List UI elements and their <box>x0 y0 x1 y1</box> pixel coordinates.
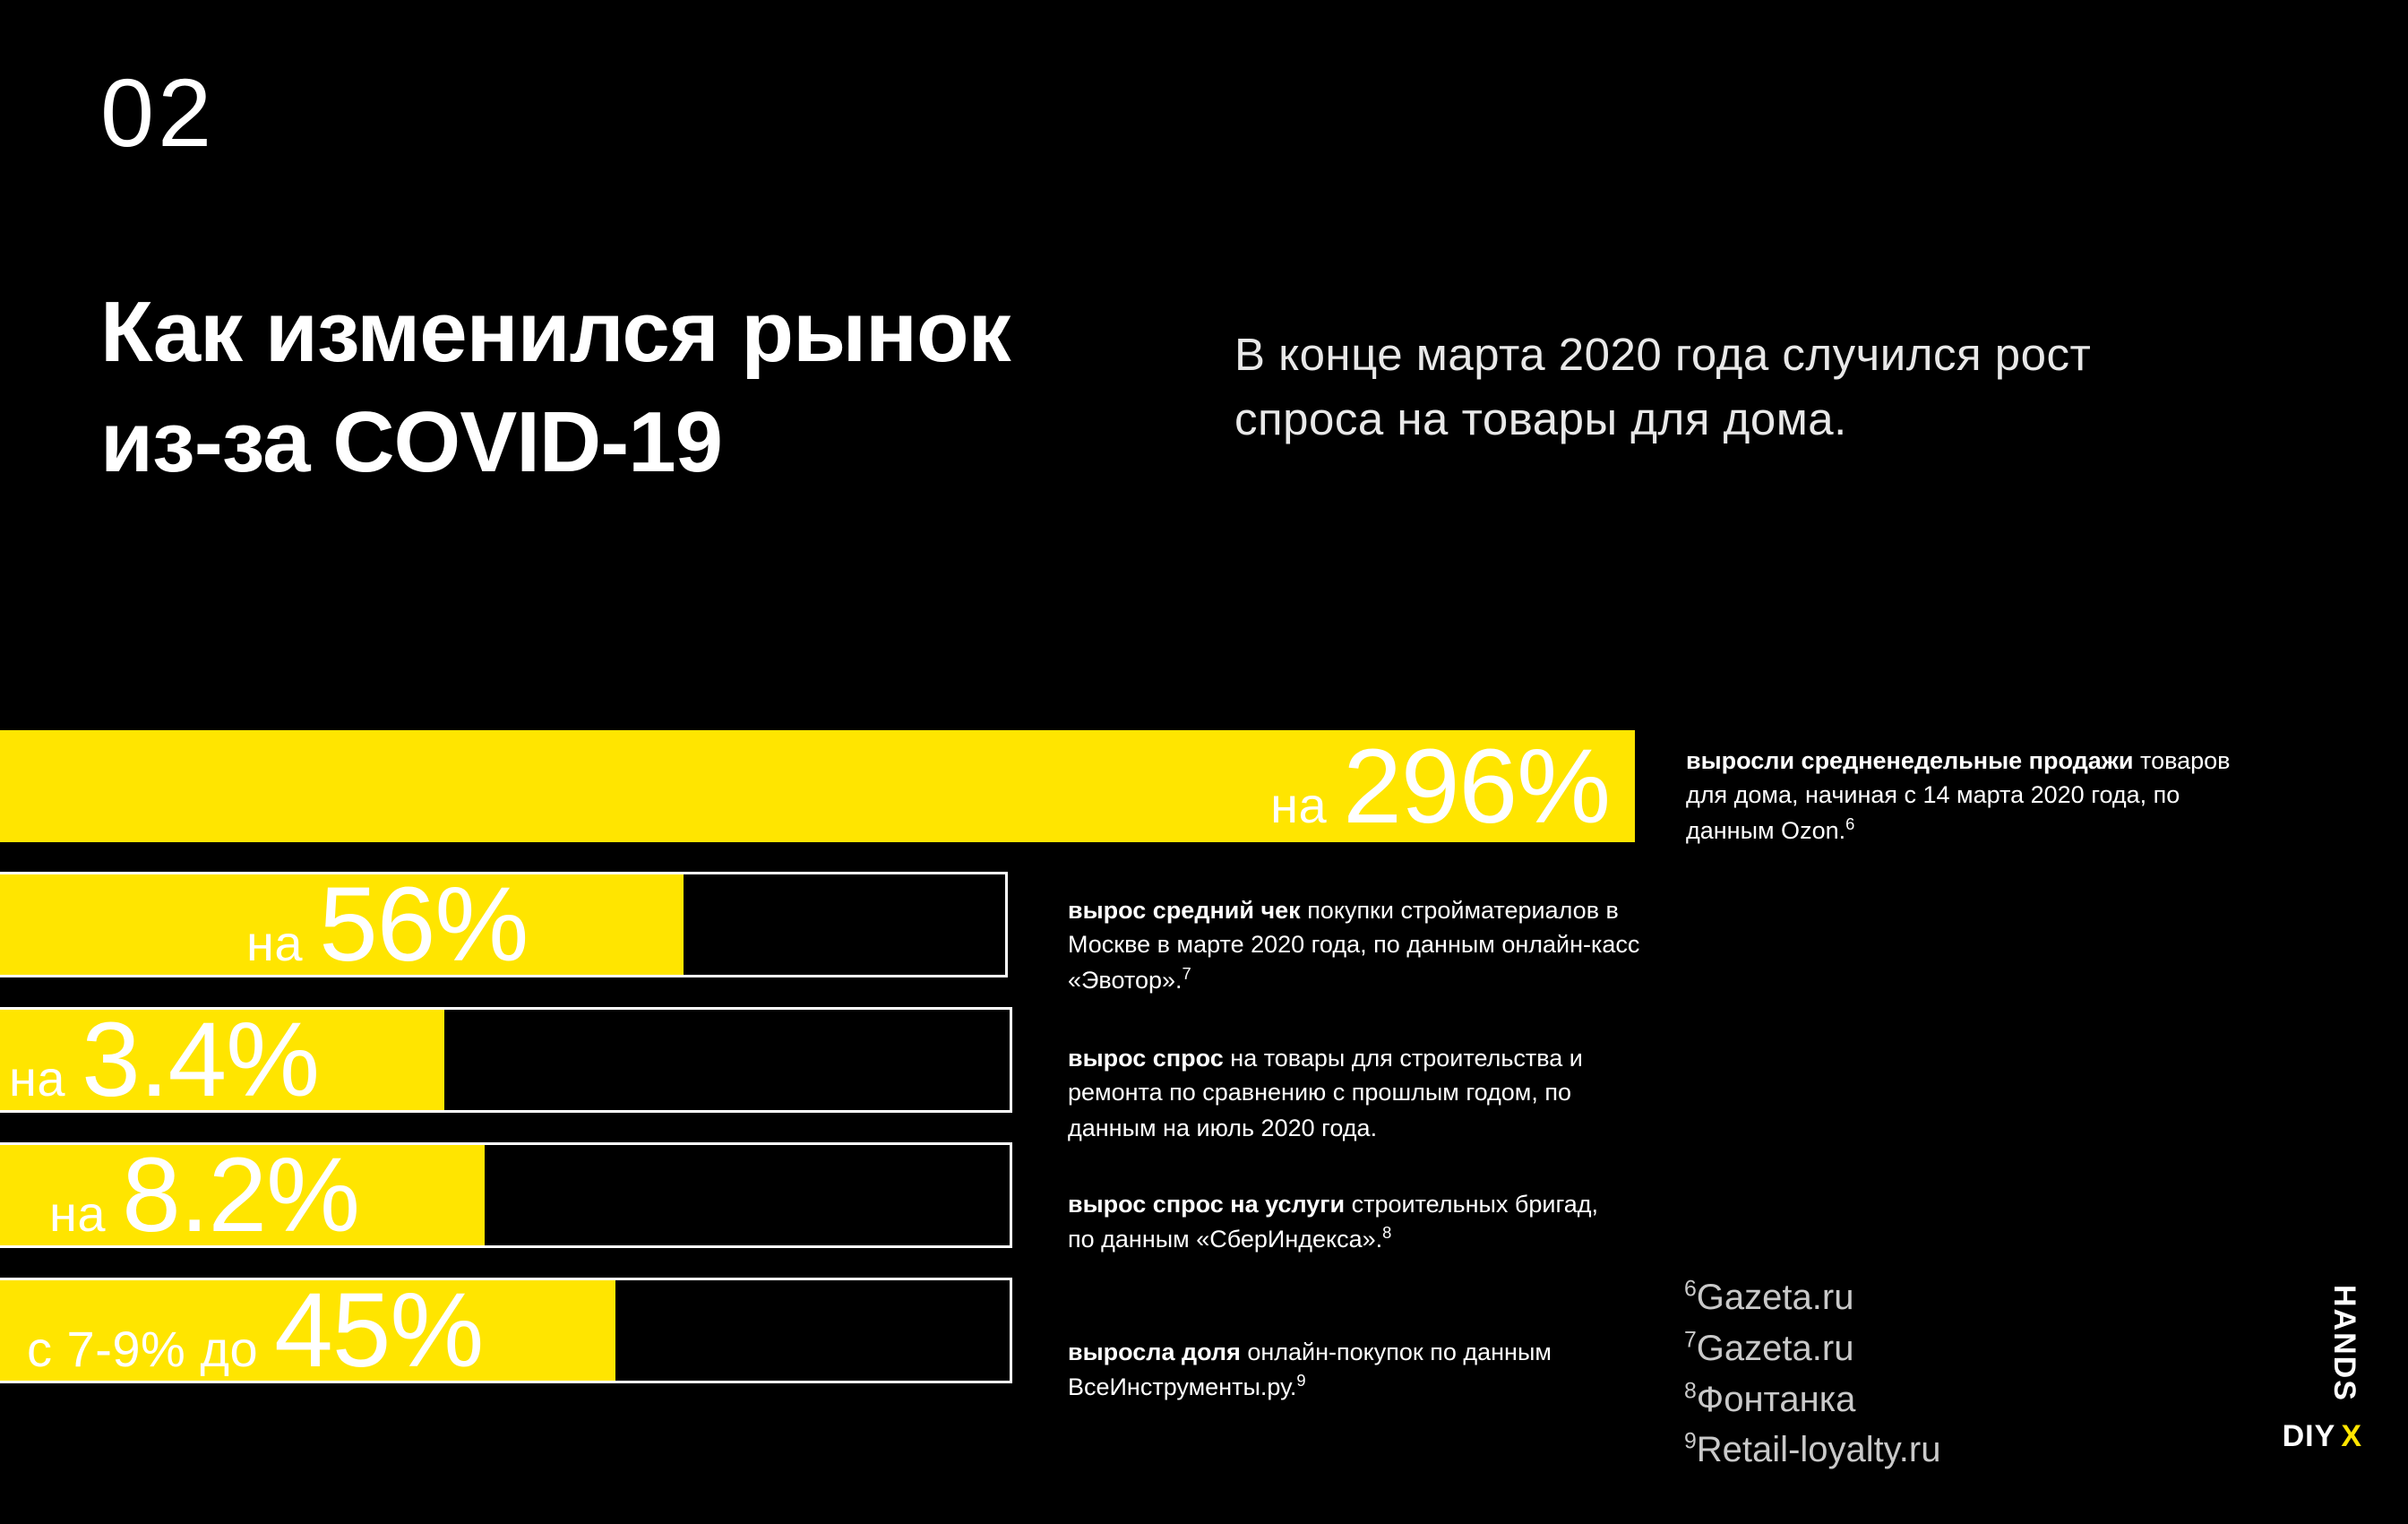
bar-annotation <box>1068 1041 1650 1145</box>
bar-row <box>0 727 1635 846</box>
page-title: Как изменился рынок из-за COVID-19 <box>100 284 1010 490</box>
bar-label <box>27 1271 484 1390</box>
bar-track <box>0 1271 1012 1390</box>
bar-value: 8.2% <box>122 1136 360 1254</box>
bar-prefix: на <box>1270 776 1328 833</box>
source-index: 6 <box>1684 1277 1697 1302</box>
brand-logo <box>2227 1248 2361 1454</box>
logo-hands-text: HANDS <box>2327 1285 2361 1402</box>
annotation-body: покупки стройматериалов в Москве в марте 2020 года, по данным онлайн-касс «Эвотор». <box>1068 897 1640 994</box>
source-item <box>1684 1323 1940 1374</box>
source-index: 9 <box>1684 1430 1697 1455</box>
logo-bottom-row <box>2283 1419 2361 1454</box>
annotation-footnote-ref: 8 <box>1382 1223 1392 1243</box>
bar-track <box>0 1001 1012 1119</box>
annotation-headline: выросли средненедельные продажи <box>1686 747 2134 774</box>
annotation-footnote-ref: 6 <box>1845 814 1855 833</box>
source-index: 8 <box>1684 1379 1697 1404</box>
bar-prefix: с 7-9% до <box>27 1321 259 1377</box>
bar-value: 56% <box>319 865 529 984</box>
bar-track <box>0 727 1635 846</box>
bar-prefix: на <box>49 1185 107 1242</box>
bar-annotation <box>1068 893 1641 997</box>
logo-diy-text: DIY <box>2282 1419 2336 1453</box>
bar-value: 3.4% <box>82 1001 320 1119</box>
source-item <box>1684 1272 1940 1323</box>
bar-track <box>0 865 1008 984</box>
bar-track <box>0 1136 1012 1254</box>
section-number: 02 <box>100 58 216 167</box>
bar-annotation <box>1068 1187 1623 1257</box>
annotation-body: на товары для строительства и ремонта по сравнению с прошлым годом, по данным на июль 2020 года. <box>1068 1045 1583 1141</box>
annotation-body: онлайн-покупок по данным ВсеИнструменты.ру. <box>1068 1339 1552 1401</box>
logo-x-mark: X <box>2341 1419 2361 1453</box>
bar-value: 296% <box>1343 727 1610 846</box>
annotation-headline: вырос спрос <box>1068 1045 1224 1072</box>
annotation-footnote-ref: 9 <box>1296 1371 1306 1391</box>
bar-label <box>246 865 529 984</box>
source-label: Gazeta.ru <box>1696 1278 1854 1317</box>
bar-label <box>9 1001 320 1119</box>
source-label: Retail-loyalty.ru <box>1696 1430 1941 1470</box>
annotation-headline: вырос спрос на услуги <box>1068 1191 1346 1218</box>
bar-value: 45% <box>274 1271 484 1390</box>
annotation-headline: выросла доля <box>1068 1339 1241 1365</box>
bar-annotation <box>1068 1335 1623 1405</box>
sources-list <box>1684 1272 1940 1476</box>
bar-prefix: на <box>246 915 304 971</box>
bar-annotation <box>1686 744 2241 848</box>
bar-label <box>49 1136 360 1254</box>
source-item <box>1684 1425 1940 1476</box>
source-index: 7 <box>1684 1328 1697 1353</box>
source-label: Gazeta.ru <box>1696 1328 1854 1368</box>
annotation-body: строительных бригад, по данным «СберИндекса». <box>1068 1191 1599 1253</box>
source-label: Фонтанка <box>1696 1379 1856 1419</box>
annotation-footnote-ref: 7 <box>1182 963 1191 983</box>
lede-paragraph: В конце марта 2020 года случился рост спроса на товары для дома. <box>1234 329 2092 445</box>
source-item <box>1684 1374 1940 1425</box>
annotation-body: товаров для дома, начиная с 14 марта 2020 года, по данным Ozon. <box>1686 747 2231 844</box>
bar-prefix: на <box>9 1050 66 1106</box>
bar-label <box>1270 727 1610 846</box>
annotation-headline: вырос средний чек <box>1068 897 1301 924</box>
